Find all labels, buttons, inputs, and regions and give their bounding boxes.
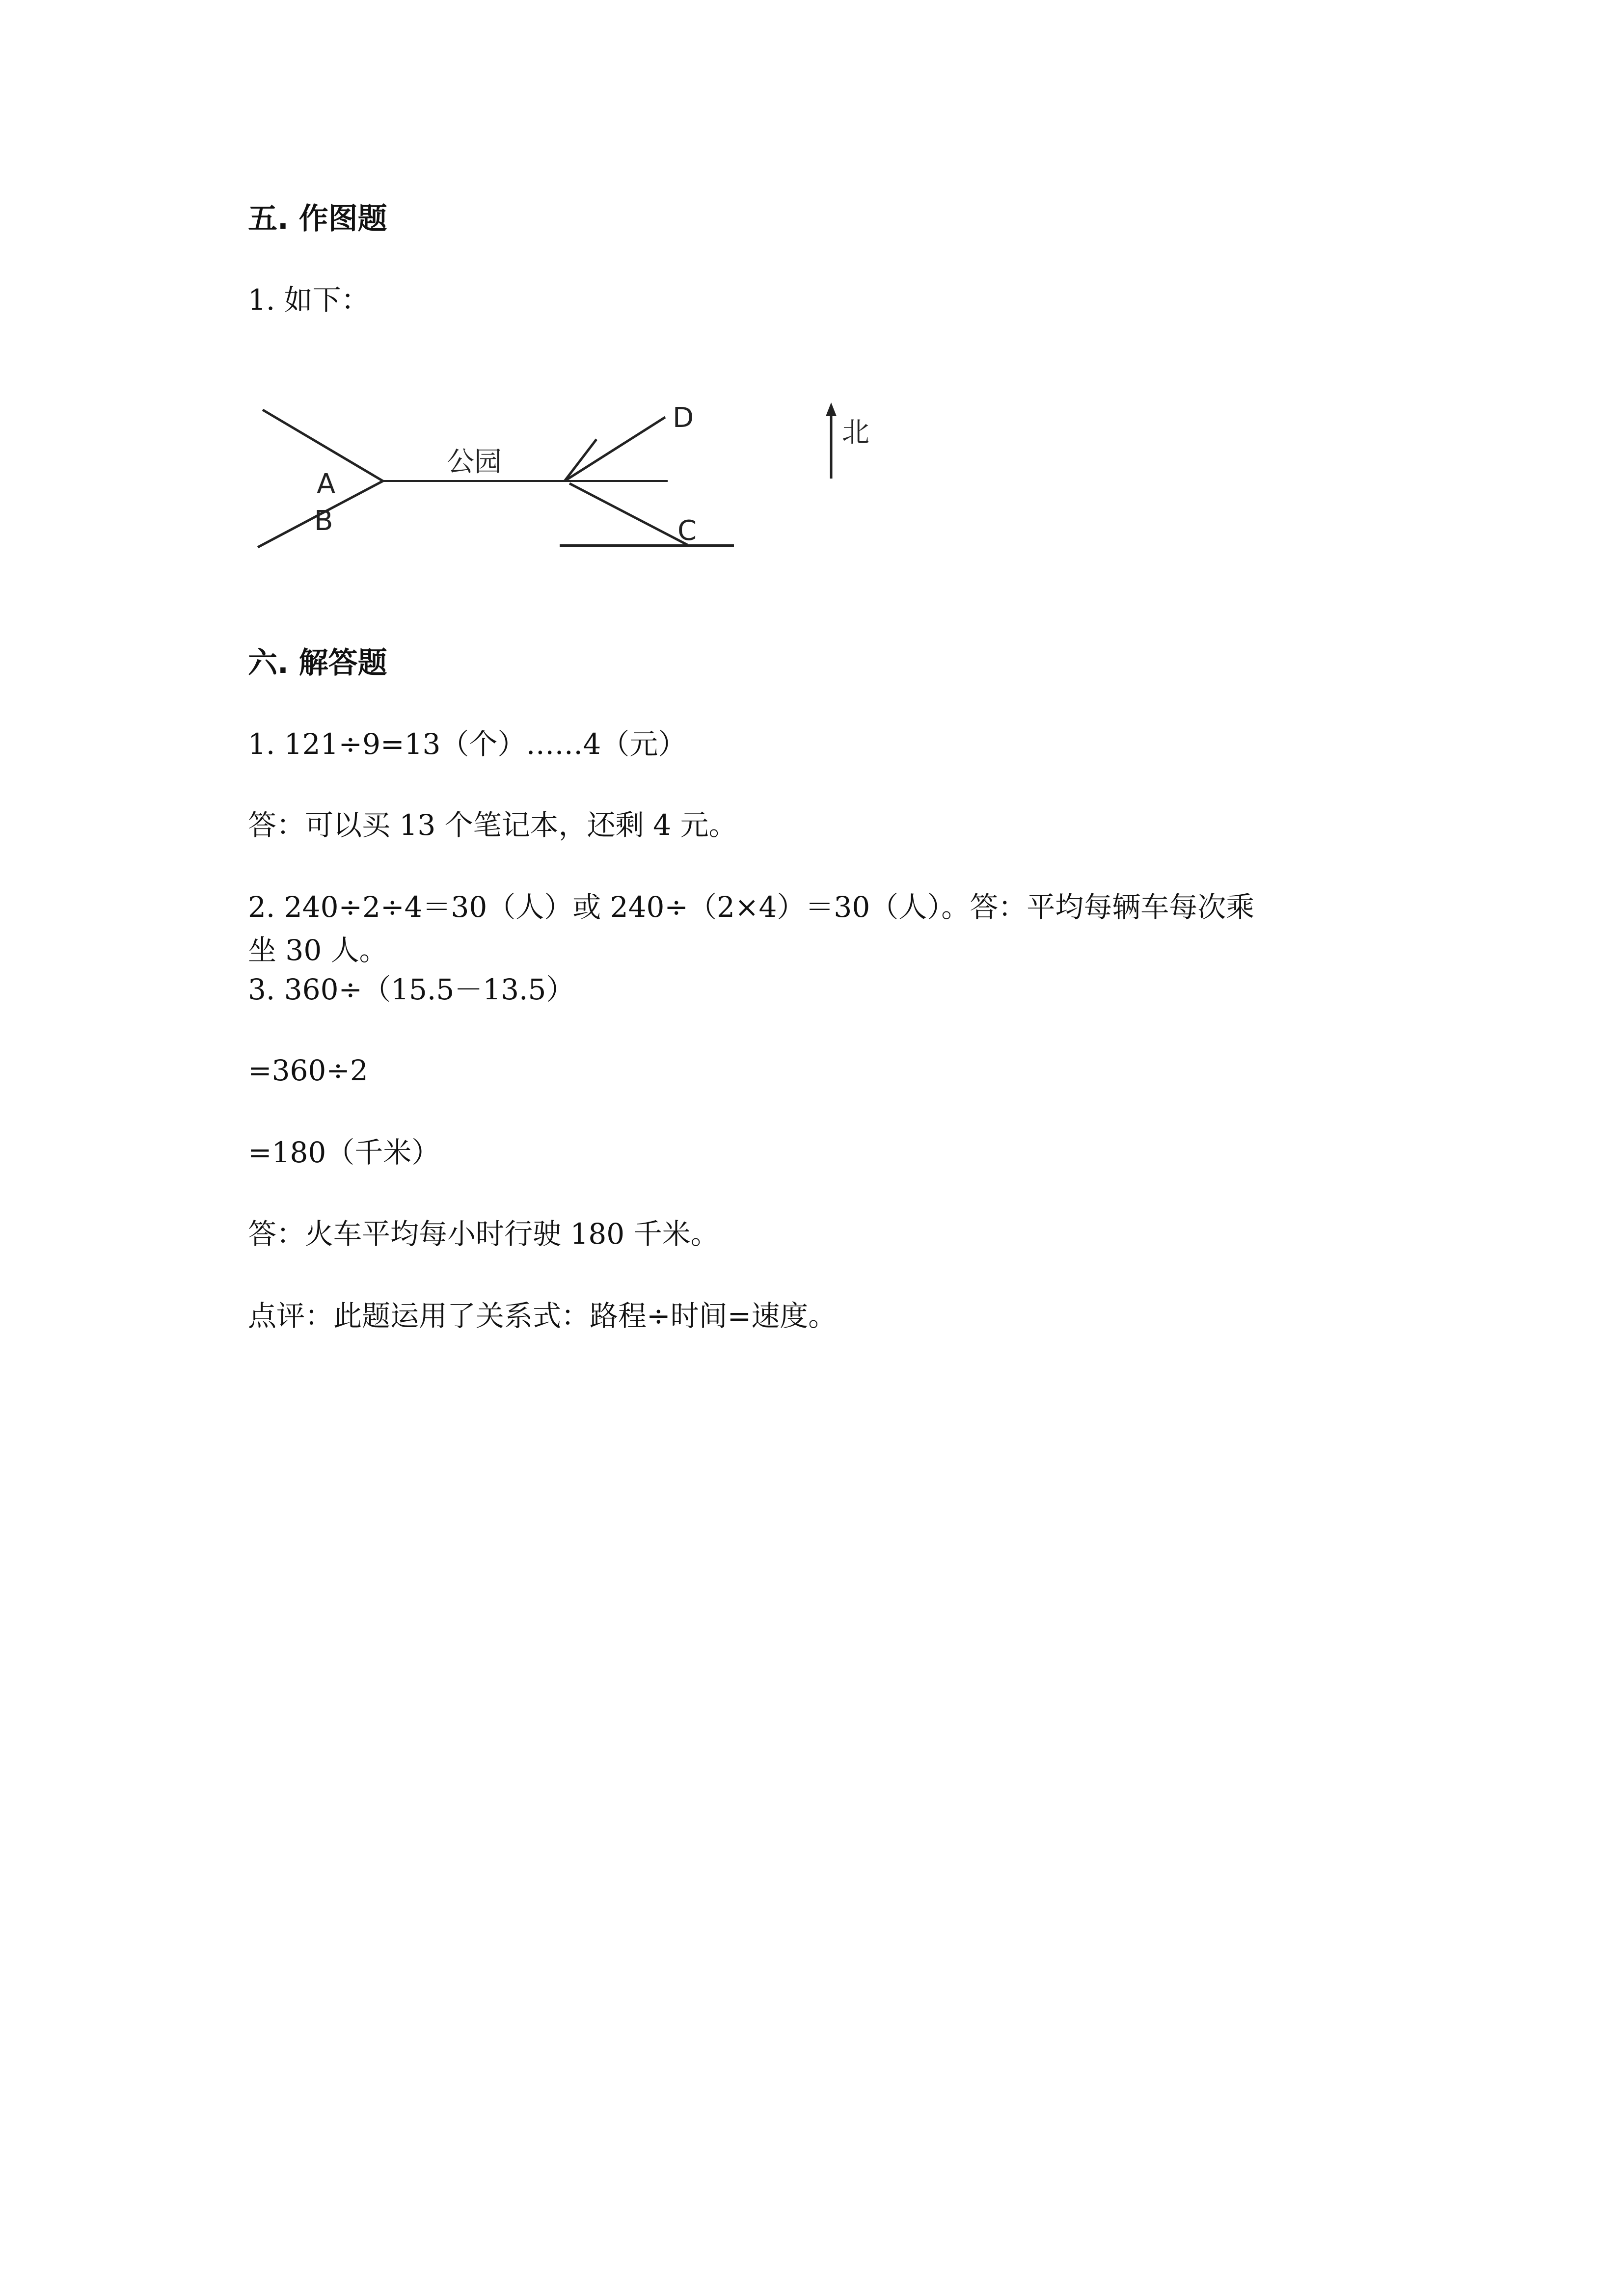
answer-6-3-text: 答：火车平均每小时行驶 180 千米。	[248, 1217, 719, 1251]
answer-6-1-text: 答：可以买 13 个笔记本，还剩 4 元。	[248, 808, 737, 842]
road-to-d	[565, 417, 665, 481]
label-d: D	[673, 402, 694, 434]
label-c: C	[677, 515, 697, 547]
section-6-title: 六. 解答题	[248, 646, 387, 680]
answer-6-3-line1: 3. 360÷（15.5－13.5）	[248, 973, 575, 1006]
north-arrow-icon	[826, 402, 837, 416]
route-diagram-svg	[245, 388, 908, 564]
label-north: 北	[842, 417, 869, 449]
answer-6-3-line2: =360÷2	[248, 1054, 368, 1087]
answer-6-3-comment: 点评：此题运用了关系式：路程÷时间=速度。	[248, 1299, 837, 1333]
answer-6-2-line1: 2. 240÷2÷4＝30（人）或 240÷（2×4）＝30（人）。答：平均每辆车每次乘	[248, 890, 1255, 924]
section-5-title: 五. 作图题	[248, 202, 387, 236]
answer-6-3-line3: =180（千米）	[248, 1136, 440, 1169]
route-diagram	[245, 388, 908, 564]
label-a: A	[317, 468, 336, 500]
answer-6-1-calc: 1. 121÷9=13（个）……4（元）	[248, 727, 687, 761]
question-5-1: 1. 如下：	[248, 283, 370, 317]
road-to-c	[569, 483, 687, 545]
road-branch-up	[565, 439, 596, 481]
label-b: B	[314, 505, 333, 537]
answer-6-2-line2: 坐 30 人。	[248, 934, 388, 967]
label-park: 公园	[447, 446, 502, 478]
